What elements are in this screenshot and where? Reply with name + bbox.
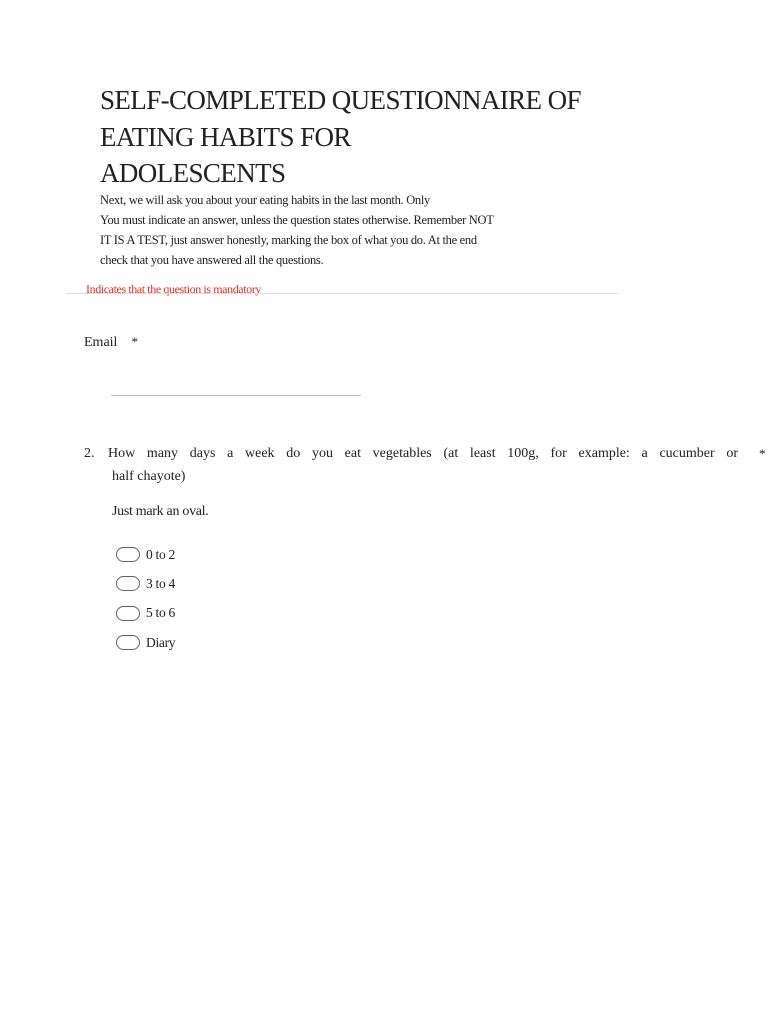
- option-0-to-2[interactable]: [116, 540, 175, 569]
- form-description-line: check that you have answered all the questions.: [100, 253, 324, 267]
- question-number: 2.: [84, 446, 95, 461]
- option-label: 5 to 6: [146, 605, 175, 621]
- radio-oval[interactable]: [116, 635, 140, 650]
- email-field[interactable]: [111, 395, 361, 396]
- question-text-continued: half chayote): [112, 469, 186, 484]
- question-hint: Just mark an oval.: [112, 504, 209, 519]
- option-5-to-6[interactable]: [116, 599, 175, 628]
- option-label: 0 to 2: [146, 546, 175, 562]
- form-title: [100, 82, 620, 192]
- form-description-line: Next, we will ask you about your eating habits in the last month. Only: [100, 193, 430, 207]
- radio-oval[interactable]: [116, 606, 140, 621]
- header-divider: [66, 293, 618, 294]
- email-question: [84, 334, 138, 351]
- option-list: [116, 540, 175, 657]
- question-text: How many days a week do you eat vegetables (at least 100g, for example: a cucumber or: [108, 446, 738, 461]
- required-asterisk: *: [131, 334, 138, 349]
- form-title-line: ADOLESCENTS: [100, 158, 286, 188]
- form-title-line: EATING HABITS FOR: [100, 121, 351, 152]
- form-title-line: SELF-COMPLETED QUESTIONNAIRE OF: [100, 85, 581, 115]
- radio-oval[interactable]: [116, 547, 140, 562]
- option-diary[interactable]: [116, 628, 175, 657]
- email-label: Email: [84, 335, 118, 350]
- form-description-line: IT IS A TEST, just answer honestly, marking the box of what you do. At the end: [100, 233, 477, 247]
- option-3-to-4[interactable]: [116, 569, 175, 598]
- mandatory-note: Indicates that the question is mandatory: [86, 282, 261, 296]
- radio-oval[interactable]: [116, 576, 140, 591]
- option-label: 3 to 4: [146, 575, 175, 591]
- required-asterisk: *: [759, 446, 766, 461]
- form-description-line: You must indicate an answer, unless the question states otherwise. Remember NOT: [100, 213, 494, 227]
- option-label: Diary: [146, 634, 176, 650]
- form-description: [100, 190, 520, 270]
